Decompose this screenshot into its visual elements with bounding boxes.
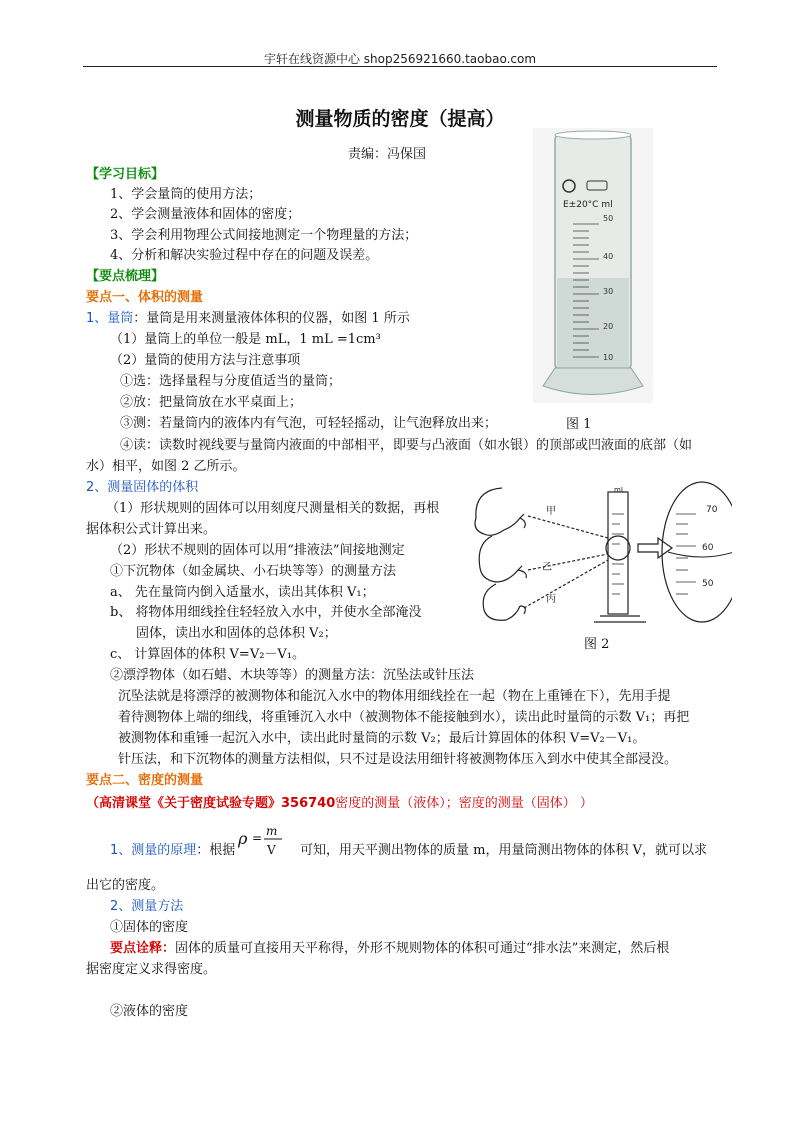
s2-p1: 沉坠法就是将漂浮的被测物体和能沉入水中的物体用细线拴在一起（物在上重锤在下），先用手提 (118, 689, 671, 704)
goal-item: 3、学会利用物理公式间接地测定一个物理量的方法； (110, 228, 418, 243)
p2-note-a: 固体的质量可直接用天平称得，外形不规则物体的体积可通过“排水法”来测定，然后根 (175, 941, 670, 956)
s1-b1: ①选：选择量程与分度值适当的量筒； (120, 374, 342, 389)
point2-heading: 要点二、密度的测量 (86, 773, 204, 788)
keypoints-heading: 【要点梳理】 (86, 269, 165, 284)
cyl-tick-label: 20 (603, 322, 614, 331)
s1-label: 1、量筒 (86, 311, 134, 326)
formula-m: m (266, 824, 278, 838)
s1-b4b: 水）相平，如图 2 乙所示。 (86, 459, 246, 474)
s1-b4a: ④读：读数时视线要与量筒内液面的中部相平，即要与凸液面（如水银）的顶部或凹液面的底部（如 (120, 438, 693, 453)
goals-heading: 【学习目标】 (86, 167, 165, 182)
s1-line (86, 310, 410, 328)
goal-item: 2、学会测量液体和固体的密度； (110, 207, 301, 222)
goal-item: 1、学会量筒的使用方法； (110, 187, 262, 202)
p2-note-label: 要点诠释： (110, 941, 176, 956)
s2-p4: 针压法，和下沉物体的测量方法相似，只不过是设法用细针将被测物体压入到水中使其全部浸没。 (118, 752, 678, 767)
p1-label: 1、测量的原理 (110, 843, 197, 858)
cylinder-reading-diagram (462, 478, 732, 626)
s2-label: 2、测量固体的体积 (86, 480, 199, 495)
s1-b: （2）量筒的使用方法与注意事项 (110, 353, 301, 368)
s1-b3: ③测：若量筒内的液体内有气泡，可轻轻摇动，让气泡释放出来； (120, 416, 498, 431)
s1-a: （1）量筒上的单位一般是 mL，1 mL =1cm³ (110, 332, 381, 347)
label-jia: 甲 (546, 506, 556, 517)
cyl-label-unit: E±20°C ml (563, 200, 613, 210)
cyl-tick-label: 50 (603, 214, 614, 223)
formula-v: V (267, 843, 276, 857)
header-rule (83, 66, 717, 67)
s2-p3: 被测物体和重锤一起沉入水中，读出此时量筒的示数 V₂；最后计算固体的体积 V=V₂－V₁。 (118, 731, 646, 746)
p2-note (110, 940, 669, 958)
p1-pre: ：根据 (196, 843, 236, 858)
s2-bb1: b、 将物体用细线拴住轻轻放入水中，并使水全部淹没 (110, 605, 422, 620)
s2-a2: 据体积公式计算出来。 (86, 522, 217, 537)
s2-p2: 着待测物体上端的细线，将重锤沉入水中（被测物体不能接触到水），读出此时量筒的示数 V₁；再把 (118, 710, 690, 725)
p2-a: ①固体的密度 (110, 920, 189, 935)
s1-text: ：量筒是用来测量液体体积的仪器，如图 1 所示 (133, 311, 410, 326)
s2-bb2: 固体，读出水和固体的总体积 V₂； (136, 626, 337, 641)
s2-b: （2）形状不规则的固体可以用“排液法”间接地测定 (110, 543, 405, 558)
course-topics: 密度的测量（液体）；密度的测量（固体） ） (335, 796, 593, 811)
formula-eq: = (252, 831, 263, 845)
zoom-tick-50: 50 (702, 579, 714, 589)
s2-bc: c、 计算固体的体积 V=V₂－V₁。 (110, 647, 306, 662)
p2-b: ②液体的密度 (110, 1004, 189, 1019)
p1-post: 可知，用天平测出物体的质量 m，用量筒测出物体的体积 V，就可以求 (300, 843, 707, 858)
p2-note-b: 据密度定义求得密度。 (86, 962, 217, 977)
cyl-tick-label: 30 (603, 287, 614, 296)
document-title: 测量物质的密度（提高） (295, 108, 505, 130)
zoom-tick-70: 70 (706, 505, 718, 515)
page-header: 宇轩在线资源中心 shop256921660.taobao.com (263, 52, 537, 66)
p1-line (110, 842, 235, 860)
label-bing: 丙 (546, 594, 556, 605)
point1-heading: 要点一、体积的测量 (86, 290, 204, 305)
zoom-tick-60: 60 (702, 543, 714, 553)
s2-b2: ②漂浮物体（如石蜡、木块等等）的测量方法：沉坠法或针压法 (110, 668, 475, 683)
figure1-caption: 图 1 (566, 417, 592, 432)
s2-a1: （1）形状规则的固体可以用刻度尺测量相关的数据，再根 (106, 501, 440, 516)
p2-heading: 2、测量方法 (110, 899, 184, 914)
label-ml: mL (614, 486, 625, 494)
s2-ba: a、 先在量筒内倒入适量水，读出其体积 V₁； (110, 585, 375, 600)
goal-item: 4、分析和解决实验过程中存在的问题及误差。 (110, 248, 379, 263)
s2-b1: ①下沉物体（如金属块、小石块等等）的测量方法 (110, 564, 397, 579)
figure2-caption: 图 2 (584, 637, 610, 652)
course-title: （高清课堂《关于密度试验专题》356740 (86, 796, 336, 811)
cyl-tick-label: 10 (603, 353, 614, 362)
graduated-cylinder-photo (533, 128, 653, 403)
course-ref (86, 795, 593, 813)
cyl-tick-label: 40 (603, 252, 614, 261)
density-formula (236, 820, 294, 866)
p1-cont: 出它的密度。 (86, 878, 165, 893)
s1-b2: ②放：把量筒放在水平桌面上； (120, 395, 303, 410)
author-line: 责编：冯保国 (348, 147, 427, 162)
formula-rho: ρ (238, 829, 248, 848)
label-yi: 乙 (542, 562, 552, 573)
